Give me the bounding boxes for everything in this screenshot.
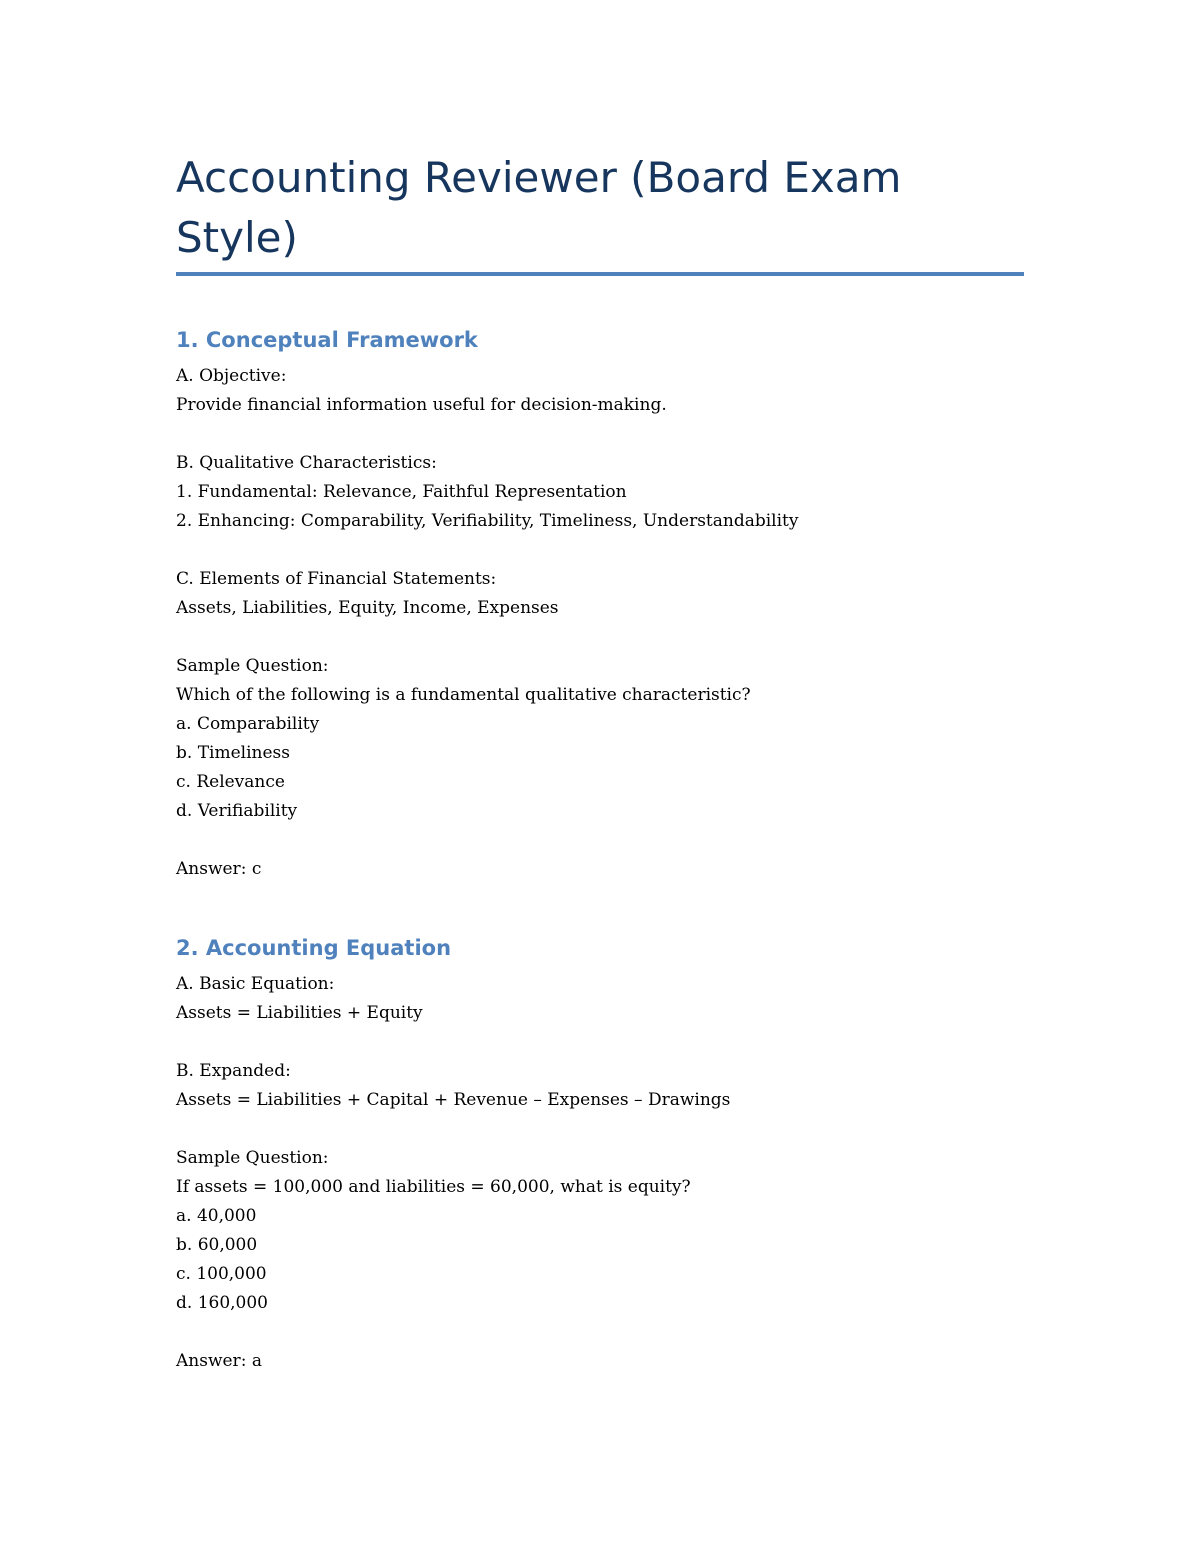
section-heading-conceptual-framework: 1. Conceptual Framework: [176, 328, 478, 352]
title-underline: [176, 272, 1024, 276]
basic-equation-label: A. Basic Equation:: [176, 974, 335, 994]
answer-key: Answer: c: [176, 859, 262, 879]
elements-text: Assets, Liabilities, Equity, Income, Expenses: [176, 598, 559, 618]
section-heading-accounting-equation: 2. Accounting Equation: [176, 936, 452, 960]
expanded-equation-label: B. Expanded:: [176, 1061, 291, 1081]
answer-choice: a. Comparability: [176, 714, 320, 734]
sample-question-text: Which of the following is a fundamental qualitative characteristic?: [176, 685, 751, 705]
answer-choice: d. 160,000: [176, 1293, 268, 1313]
objective-label: A. Objective:: [176, 366, 287, 386]
answer-choice: a. 40,000: [176, 1206, 257, 1226]
answer-choice: c. Relevance: [176, 772, 285, 792]
sample-question-text: If assets = 100,000 and liabilities = 60,000, what is equity?: [176, 1177, 691, 1197]
answer-choice: c. 100,000: [176, 1264, 267, 1284]
answer-key: Answer: a: [176, 1351, 262, 1371]
qualitative-label: B. Qualitative Characteristics:: [176, 453, 437, 473]
answer-choice: b. Timeliness: [176, 743, 290, 763]
elements-label: C. Elements of Financial Statements:: [176, 569, 497, 589]
qualitative-item: 1. Fundamental: Relevance, Faithful Representation: [176, 482, 627, 502]
objective-text: Provide financial information useful for decision-making.: [176, 395, 667, 415]
document-title: Accounting Reviewer (Board Exam Style): [176, 153, 902, 262]
basic-equation-text: Assets = Liabilities + Equity: [176, 1003, 423, 1023]
answer-choice: d. Verifiability: [176, 801, 298, 821]
expanded-equation-text: Assets = Liabilities + Capital + Revenue – Expenses – Drawings: [176, 1090, 731, 1110]
answer-choice: b. 60,000: [176, 1235, 258, 1255]
qualitative-item: 2. Enhancing: Comparability, Verifiability, Timeliness, Understandability: [176, 511, 799, 531]
sample-question-label: Sample Question:: [176, 656, 329, 676]
sample-question-label: Sample Question:: [176, 1148, 329, 1168]
